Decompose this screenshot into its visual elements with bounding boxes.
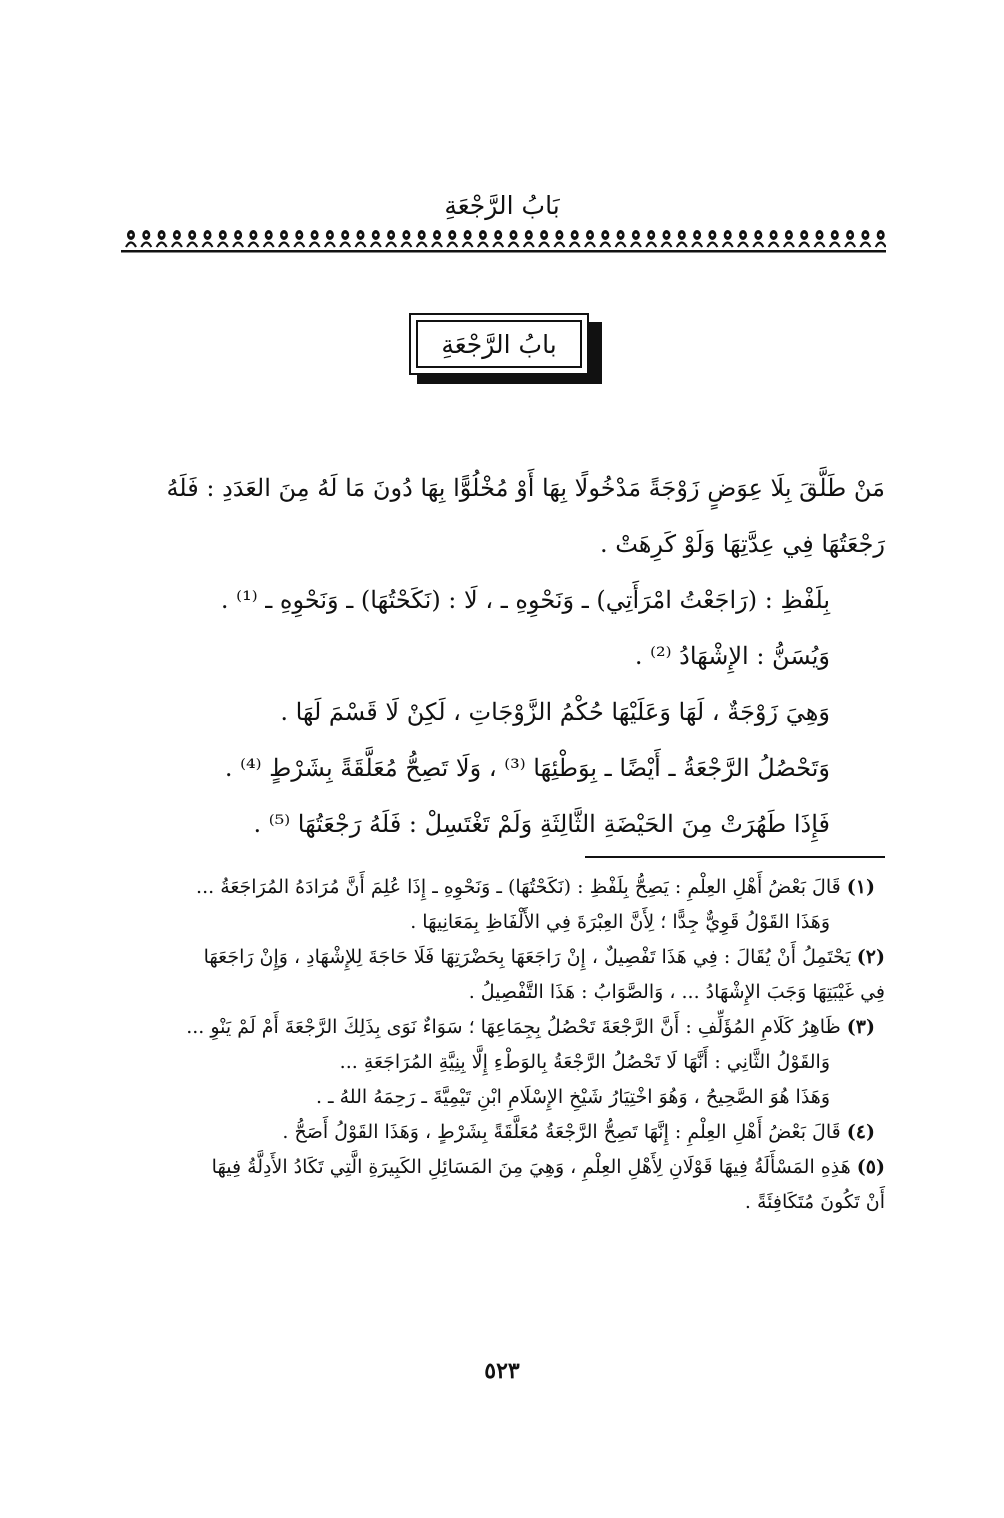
footnote-number: (٤) bbox=[846, 1121, 875, 1143]
footnote-line: فِي غَيْبَتِهَا وَجَبَ الإِشْهَادُ ... ، وَالصَّوَابُ : هَذَا التَّفْصِيلُ . bbox=[468, 981, 885, 1003]
footnotes bbox=[115, 870, 885, 1220]
main-line: فَإِذَا طَهُرَتْ مِنَ الحَيْضَةِ الثَّالِثَةِ وَلَمْ تَغْتَسِلْ : فَلَهُ رَجْعَتُهَا ⁽⁵⁾ . bbox=[253, 810, 830, 838]
footnote-line: وَالقَوْلُ الثَّانِي : أَنَّهَا لَا تَحْصُلُ الرَّجْعَةُ بِالوَطْءِ إِلَّا بِنِيَّةِ المُرَاجَعَةِ ... bbox=[339, 1051, 830, 1073]
footnote-text: قَالَ بَعْضُ أَهْلِ العِلْمِ : إِنَّهَا تَصِحُّ الرَّجْعَةُ مُعَلَّقَةً بِشَرْطٍ ، وَهَذَا القَوْلُ أَصَحُّ . bbox=[282, 1121, 841, 1143]
footnote-5 bbox=[115, 1150, 885, 1185]
main-line: وَيُسَنُّ : الإِشْهَادُ ⁽²⁾ . bbox=[634, 642, 830, 670]
footnote-line: وَهَذَا هُوَ الصَّحِيحُ ، وَهُوَ اخْتِيَارُ شَيْخِ الإِسْلَامِ ابْنِ تَيْمِيَّةَ ـ رَحِمَهُ اللهُ ـ . bbox=[315, 1086, 830, 1108]
footnote-separator bbox=[585, 856, 885, 858]
main-line: مَنْ طَلَّقَ بِلَا عِوَضٍ زَوْجَةً مَدْخُولًا بِهَا أَوْ مُخْلُوًّا بِهَا دُونَ مَا لَهُ مِنَ العَدَدِ : فَلَهُ bbox=[166, 474, 885, 502]
chapter-title: بابُ الرَّجْعَةِ bbox=[416, 320, 582, 368]
main-line: بِلَفْظِ : (رَاجَعْتُ امْرَأَتِي) ـ وَنَحْوِهِ ـ ، لَا : (نَكَحْتُهَا) ـ وَنَحْوِهِ ـ ⁽¹⁾ . bbox=[220, 586, 830, 614]
footnote-number: (٢) bbox=[856, 946, 885, 968]
footnote-3 bbox=[115, 1010, 885, 1045]
chapter-title-frame bbox=[409, 313, 589, 375]
running-header: بَابُ الرَّجْعَةِ bbox=[444, 191, 560, 220]
footnote-line: أَنْ تَكُونَ مُتَكَافِئَةً . bbox=[744, 1191, 885, 1213]
main-line: وَهِيَ زَوْجَةٌ ، لَهَا وَعَلَيْهَا حُكْمُ الزَّوْجَاتِ ، لَكِنْ لَا قَسْمَ لَهَا . bbox=[280, 698, 830, 726]
footnote-text: هَذِهِ المَسْأَلَةُ فِيهَا قَوْلَانِ لِأَهْلِ العِلْمِ ، وَهِيَ مِنَ المَسَائِلِ الكَبِيرَةِ الَّتِي تَكَادُ الأَدِلَّةُ فِيهَا bbox=[211, 1156, 851, 1178]
ornamental-divider bbox=[121, 226, 886, 254]
footnote-text: يَحْتَمِلُ أَنْ يُقَالَ : فِي هَذَا تَفْصِيلٌ ، إِنْ رَاجَعَهَا بِحَضْرَتِهَا فَلَا حَاجَةَ لِلإِشْهَادِ ، وَإِنْ رَاجَعَهَا bbox=[203, 946, 851, 968]
footnote-number: (٣) bbox=[846, 1016, 875, 1038]
footnote-number: (١) bbox=[846, 876, 875, 898]
footnote-number: (٥) bbox=[856, 1156, 885, 1178]
main-line: رَجْعَتُهَا فِي عِدَّتِهَا وَلَوْ كَرِهَتْ . bbox=[599, 530, 885, 558]
footnote-2 bbox=[115, 940, 885, 975]
main-text bbox=[115, 460, 885, 852]
footnote-1 bbox=[115, 870, 885, 905]
page-number: ٥٢٣ bbox=[484, 1358, 520, 1384]
main-line: وَتَحْصُلُ الرَّجْعَةُ ـ أَيْضًا ـ بِوَطْئِهَا ⁽³⁾ ، وَلَا تَصِحُّ مُعَلَّقَةً بِشَرْطٍ ⁽⁴⁾ . bbox=[224, 754, 830, 782]
footnote-text: ظَاهِرُ كَلَامِ المُؤَلِّفِ : أَنَّ الرَّجْعَةَ تَحْصُلُ بِجِمَاعِهَا ؛ سَوَاءٌ نَوَى بِذَلِكَ الرَّجْعَةَ أَمْ لَمْ يَنْوِ ... bbox=[186, 1016, 841, 1038]
footnote-line: وَهَذَا القَوْلُ قَوِيٌّ جِدًّا ؛ لِأَنَّ العِبْرَةَ فِي الأَلْفَاظِ بِمَعَانِيهَا . bbox=[410, 911, 830, 933]
footnote-4 bbox=[115, 1115, 885, 1150]
footnote-text: قَالَ بَعْضُ أَهْلِ العِلْمِ : يَصِحُّ بِلَفْظِ : (نَكَحْتُهَا) ـ وَنَحْوِهِ ـ إِذَا عُلِمَ أَنَّ مُرَادَهُ المُرَاجَعَةُ ... bbox=[196, 876, 841, 898]
